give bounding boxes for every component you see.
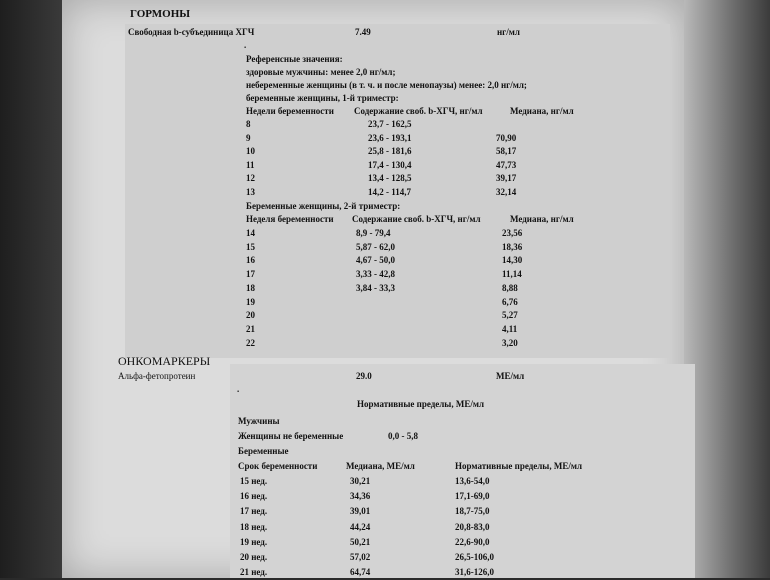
cell-range: 5,87 - 62,0 [356,241,395,252]
cell-limits: 22,6-90,0 [455,536,490,547]
test-value-afp: 29.0 [356,371,372,381]
cell-range: 4,67 - 50,0 [356,255,395,266]
cell-median: 34,36 [350,491,371,502]
afp-women-not-pregnant: Женщины не беременные [238,431,344,441]
table-row [0,255,770,268]
cell-limits: 20,8-83,0 [455,521,490,532]
cell-median: 70,90 [496,132,517,143]
afp-header-median: Медиана, МЕ/мл [346,461,415,471]
cell-median: 39,17 [496,173,517,184]
cell-range: 14,2 - 114,7 [368,187,412,197]
table-row [0,160,770,173]
cell-median: 58,17 [496,146,517,157]
table-row [0,133,770,146]
dot-marker: . [244,40,247,50]
test-name-afp: Альфа-фетопротеин [118,371,196,381]
cell-median: 39,01 [350,506,371,517]
cell-range: 23,7 - 162,5 [368,119,412,129]
section-title-oncomarkers: ОНКОМАРКЕРЫ [118,354,211,368]
cell-week: 15 [246,241,255,252]
test-value-hcg: 7.49 [355,27,371,37]
reference-title: Референсные значения: [246,54,343,64]
table-row [0,324,770,337]
table-row [0,522,770,535]
cell-median: 50,21 [350,536,371,547]
cell-range: 25,8 - 181,6 [368,146,412,157]
cell-week: 12 [246,173,255,184]
cell-median: 64,74 [350,567,371,578]
table-row [0,173,770,186]
table-row [0,310,770,323]
afp-norm-title: Нормативные пределы, МЕ/мл [357,399,484,409]
test-unit-hcg: нг/мл [497,27,520,37]
cell-week: 14 [246,228,255,238]
cell-median: 14,30 [502,255,523,266]
cell-median: 30,21 [350,476,371,486]
cell-week: 20 [246,310,255,321]
table-row [0,552,770,565]
table-row [0,338,770,351]
table-row [0,283,770,296]
cell-week: 22 [246,337,255,348]
table-row [0,146,770,159]
cell-median: 4,11 [502,323,518,334]
cell-range: 3,84 - 33,3 [356,282,395,293]
cell-median: 47,73 [496,159,517,170]
table-row [0,506,770,519]
afp-women-not-pregnant-range: 0,0 - 5,8 [388,431,418,441]
cell-term: 18 нед. [240,521,268,532]
cell-limits: 31,6-126,0 [455,567,494,578]
cell-median: 57,02 [350,552,371,562]
cell-median: 32,14 [496,187,517,197]
section-title-hormones: ГОРМОНЫ [130,8,191,20]
cell-term: 21 нед. [240,567,268,578]
cell-median: 18,36 [502,241,523,252]
cell-week: 17 [246,269,255,280]
reference-men: здоровые мужчины: менее 2,0 нг/мл; [246,67,396,77]
trim1-header-week: Недели беременности [246,106,334,116]
cell-range: 13,4 - 128,5 [368,173,412,184]
cell-range: 17,4 - 130,4 [368,159,412,170]
cell-week: 13 [246,187,255,197]
cell-week: 19 [246,296,255,307]
cell-median: 3,20 [502,337,518,348]
cell-limits: 13,6-54,0 [455,476,490,486]
table-row [0,187,770,200]
cell-week: 11 [246,159,255,170]
table-row [0,242,770,255]
cell-week: 18 [246,282,255,293]
cell-term: 17 нед. [240,506,268,517]
afp-men: Мужчины [238,416,280,426]
cell-range: 3,33 - 42,8 [356,269,395,280]
cell-week: 10 [246,146,255,157]
table-row [0,297,770,310]
cell-limits: 17,1-69,0 [455,491,490,502]
table-row [0,119,770,132]
table-row [0,228,770,241]
cell-median: 5,27 [502,310,518,321]
dot-marker-afp: . [237,384,240,394]
cell-week: 9 [246,132,251,143]
cell-term: 15 нед. [240,476,268,486]
cell-median: 44,24 [350,521,371,532]
trim1-header-median: Медиана, нг/мл [510,106,574,116]
afp-header-limits: Нормативные пределы, МЕ/мл [455,461,582,471]
cell-week: 21 [246,323,255,334]
cell-median: 23,56 [502,228,523,238]
test-unit-afp: МЕ/мл [496,371,525,381]
reference-pregnant-1: беременные женщины, 1-й триместр: [246,93,399,103]
cell-median: 8,88 [502,282,518,293]
cell-range: 8,9 - 79,4 [356,228,391,238]
trim1-header-range: Содержание своб. b-ХГЧ, нг/мл [354,106,483,116]
trim2-header-week: Неделя беременности [246,214,334,224]
cell-term: 19 нед. [240,536,268,547]
cell-week: 8 [246,119,251,129]
cell-term: 20 нед. [240,552,268,562]
cell-limits: 18,7-75,0 [455,506,490,517]
reference-women: небеременные женщины (в т. ч. и после менопаузы) менее: 2,0 нг/мл; [246,80,527,90]
cell-median: 6,76 [502,296,518,307]
afp-header-term: Срок беременности [238,461,318,471]
cell-median: 11,14 [502,269,522,280]
test-name-hcg: Свободная b-субъединица ХГЧ [128,27,255,37]
table-row [0,491,770,504]
trim2-header-median: Медиана, нг/мл [510,214,574,224]
table-row [0,269,770,282]
cell-week: 16 [246,255,255,266]
table-row [0,567,770,580]
reference-pregnant-2: Беременные женщины, 2-й триместр: [246,201,401,211]
cell-term: 16 нед. [240,491,268,502]
cell-range: 23,6 - 193,1 [368,132,412,143]
table-row [0,476,770,489]
table-row [0,537,770,550]
cell-limits: 26,5-106,0 [455,552,494,562]
trim2-header-range: Содержание своб. b-ХГЧ, нг/мл [352,214,481,224]
afp-pregnant: Беременные [238,446,289,456]
